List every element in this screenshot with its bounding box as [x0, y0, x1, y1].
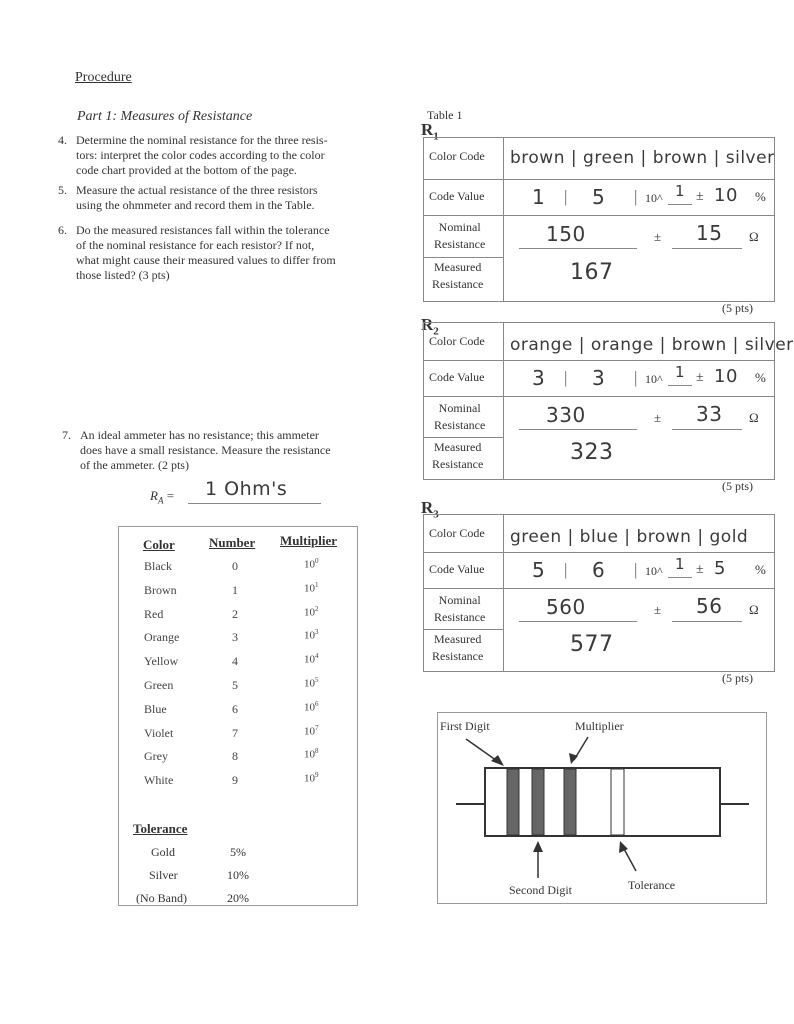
code-value-label: Code Value	[429, 562, 485, 576]
nominal-value[interactable]: 560	[546, 595, 586, 619]
question-line: does have a small resistance. Measure the resistance	[80, 443, 331, 457]
color-code-label: Color Code	[429, 149, 485, 163]
chart-number-cell: 5	[232, 678, 238, 692]
second-digit-label: Second Digit	[509, 883, 572, 897]
chart-color-cell: White	[144, 773, 174, 788]
color-code-label: Color Code	[429, 334, 485, 348]
question-line: An ideal ammeter has no resistance; this ammeter	[80, 428, 319, 442]
table-title: Table 1	[427, 108, 463, 122]
multiplier-exp-value[interactable]: 1	[675, 182, 686, 200]
nominal-resistance-label: Nominal Resistance	[434, 220, 486, 251]
band-second-digit	[532, 769, 544, 835]
chart-multiplier-cell: $10^3$	[304, 628, 319, 643]
points-label: (5 pts)	[722, 671, 753, 685]
tolerance-label: Tolerance	[628, 878, 676, 892]
plus-minus-symbol: ±	[654, 410, 662, 425]
chart-color-cell: Brown	[144, 582, 177, 597]
chart-multiplier-cell: $10^6$	[304, 699, 319, 714]
chart-color-cell: Grey	[144, 749, 168, 764]
chart-header-multiplier: Multiplier	[280, 533, 338, 548]
digit-2-value[interactable]: 5	[592, 185, 606, 209]
resistor-table-3: Color Code Code Value Nominal Resistance Measured Resistance green | blue | brown | gold 5 | 6 | 10^ 1 ± 5 % 560 ± 56 Ω 577	[423, 514, 775, 672]
nominal-tolerance-value[interactable]: 56	[696, 594, 723, 618]
nominal-value[interactable]: 150	[546, 222, 586, 246]
resistor-body	[485, 768, 720, 836]
chart-header-number: Number	[209, 535, 256, 550]
chart-color-cell: Yellow	[144, 654, 179, 669]
multiplier-base: 10^	[645, 191, 663, 205]
digit-1-value[interactable]: 1	[532, 185, 546, 209]
ammeter-answer-line	[188, 503, 321, 504]
multiplier-exp-value[interactable]: 1	[675, 363, 686, 381]
band-first-digit	[507, 769, 519, 835]
resistor-table-1: Color Code Code Value Nominal Resistance Measured Resistance brown | green | brown | silver 1 | 5 | 10^ 1 ± 10 % 150 ± 15 Ω 167	[423, 137, 775, 302]
question-number: 5.	[58, 183, 67, 197]
digit-2-value[interactable]: 3	[592, 366, 606, 390]
measured-resistance-label: Measured Resistance	[432, 632, 484, 663]
multiplier-label: Multiplier	[575, 719, 624, 733]
nominal-value[interactable]: 330	[546, 403, 586, 427]
ohm-symbol: Ω	[749, 602, 759, 617]
nominal-resistance-label: Nominal Resistance	[434, 401, 486, 432]
question-line: using the ohmmeter and record them in the Table.	[76, 198, 315, 212]
chart-color-cell: Red	[144, 606, 164, 621]
question-line: of the ammeter. (2 pts)	[80, 458, 189, 472]
chart-number-cell: 9	[232, 773, 238, 788]
question-number: 7.	[62, 428, 71, 442]
tolerance-color: (No Band)	[136, 891, 187, 905]
plus-minus-symbol: ±	[696, 562, 704, 577]
question-line: what might cause their measured values to differ from	[76, 253, 336, 267]
chart-multiplier-cell: $10^7$	[304, 723, 319, 738]
measured-value[interactable]: 167	[570, 260, 614, 285]
ohm-symbol: Ω	[749, 410, 759, 425]
plus-minus-symbol: ±	[696, 189, 704, 204]
question-line: those listed? (3 pts)	[76, 268, 170, 282]
nominal-tolerance-value[interactable]: 15	[696, 221, 723, 245]
code-value-label: Code Value	[429, 370, 485, 384]
digit-2-value[interactable]: 6	[592, 558, 606, 582]
tolerance-value[interactable]: 10	[714, 185, 738, 206]
chart-color-cell: Orange	[144, 630, 180, 645]
arrow-head-icon	[491, 755, 504, 766]
ohm-symbol: Ω	[749, 229, 759, 244]
chart-color-cell: Black	[144, 559, 172, 573]
plus-minus-symbol: ±	[654, 602, 662, 617]
chart-number-cell: 0	[232, 559, 238, 573]
first-digit-label: First Digit	[440, 719, 490, 733]
tolerance-color: Gold	[151, 845, 175, 859]
chart-number-cell: 6	[232, 701, 238, 716]
tolerance-value[interactable]: 10	[714, 366, 738, 387]
measured-resistance-label: Measured Resistance	[432, 440, 484, 471]
chart-header-color: Color	[143, 537, 175, 552]
color-code-label: Color Code	[429, 526, 485, 540]
tolerance-value: 20%	[227, 891, 249, 905]
procedure-title: Procedure	[75, 70, 132, 85]
measured-value[interactable]: 577	[570, 632, 614, 657]
chart-header-tolerance: Tolerance	[133, 821, 188, 836]
resistor-label: $R_2$	[421, 315, 439, 338]
color-code-value[interactable]: brown | green | brown | silver	[510, 148, 775, 168]
color-code-value[interactable]: green | blue | brown | gold	[510, 527, 749, 547]
measured-resistance-label: Measured Resistance	[432, 260, 484, 291]
percent-symbol: %	[755, 562, 766, 577]
nominal-resistance-label: Nominal Resistance	[434, 593, 486, 624]
ammeter-label: $R_A$ =	[150, 488, 175, 506]
band-tolerance	[611, 769, 624, 835]
chart-multiplier-cell: $10^2$	[304, 604, 319, 619]
multiplier-base: 10^	[645, 372, 663, 386]
part1-title: Part 1: Measures of Resistance	[77, 109, 253, 124]
chart-number-cell: 2	[232, 606, 238, 621]
question-line: Determine the nominal resistance for the three resis-	[76, 133, 328, 147]
digit-1-value[interactable]: 3	[532, 366, 546, 390]
nominal-tolerance-value[interactable]: 33	[696, 402, 723, 426]
chart-color-cell: Green	[144, 678, 174, 692]
resistor-label: $R_3$	[421, 498, 439, 521]
code-value-label: Code Value	[429, 189, 485, 203]
ammeter-answer[interactable]: 1 Ohm's	[205, 478, 288, 500]
question-number: 4.	[58, 133, 67, 147]
chart-number-cell: 4	[232, 654, 238, 669]
chart-number-cell: 3	[232, 630, 238, 645]
chart-number-cell: 7	[232, 725, 238, 740]
tolerance-value[interactable]: 5	[714, 558, 726, 579]
question-line: Do the measured resistances fall within the tolerance	[76, 223, 330, 237]
chart-color-cell: Violet	[144, 725, 174, 740]
question-number: 6.	[58, 223, 67, 237]
resistor-table-2: Color Code Code Value Nominal Resistance Measured Resistance orange | orange | brown | silver 3 | 3 | 10^ 1 ± 10 % 330 ± 33 Ω 323	[423, 322, 775, 480]
percent-symbol: %	[755, 189, 766, 204]
chart-number-cell: 8	[232, 749, 238, 764]
tolerance-value: 5%	[230, 845, 246, 859]
chart-multiplier-cell: $10^5$	[304, 676, 319, 690]
chart-number-cell: 1	[232, 582, 238, 597]
chart-multiplier-cell: $10^4$	[304, 652, 319, 666]
points-label: (5 pts)	[722, 301, 753, 315]
resistor-diagram	[437, 712, 767, 904]
resistor-label: $R_1$	[421, 120, 439, 143]
measured-value[interactable]: 323	[570, 440, 614, 465]
question-line: of the nominal resistance for each resistor? If not,	[76, 238, 315, 252]
arrow-head-icon	[533, 841, 543, 852]
chart-multiplier-cell: $10^8$	[304, 747, 319, 762]
chart-multiplier-cell: $10^9$	[304, 771, 319, 785]
question-line: code chart provided at the bottom of the page.	[76, 163, 297, 177]
percent-symbol: %	[755, 370, 766, 385]
points-label: (5 pts)	[722, 479, 753, 493]
multiplier-exp-value[interactable]: 1	[675, 555, 686, 573]
digit-1-value[interactable]: 5	[532, 558, 546, 582]
chart-multiplier-cell: $10^0$	[304, 557, 319, 571]
resistor-drawing	[438, 713, 766, 903]
chart-color-cell: Blue	[144, 701, 167, 716]
arrow-tolerance	[623, 847, 636, 871]
multiplier-base: 10^	[645, 564, 663, 578]
color-code-value[interactable]: orange | orange | brown | silver	[510, 335, 794, 355]
question-line: tors: interpret the color codes according to the color	[76, 148, 325, 162]
chart-multiplier-cell: $10^1$	[304, 580, 319, 595]
tolerance-color: Silver	[149, 868, 178, 882]
band-multiplier	[564, 769, 576, 835]
tolerance-value: 10%	[227, 868, 249, 882]
question-line: Measure the actual resistance of the three resistors	[76, 183, 318, 197]
color-code-chart	[118, 526, 358, 906]
plus-minus-symbol: ±	[696, 370, 704, 385]
plus-minus-symbol: ±	[654, 229, 662, 244]
arrow-head-icon	[619, 841, 628, 853]
